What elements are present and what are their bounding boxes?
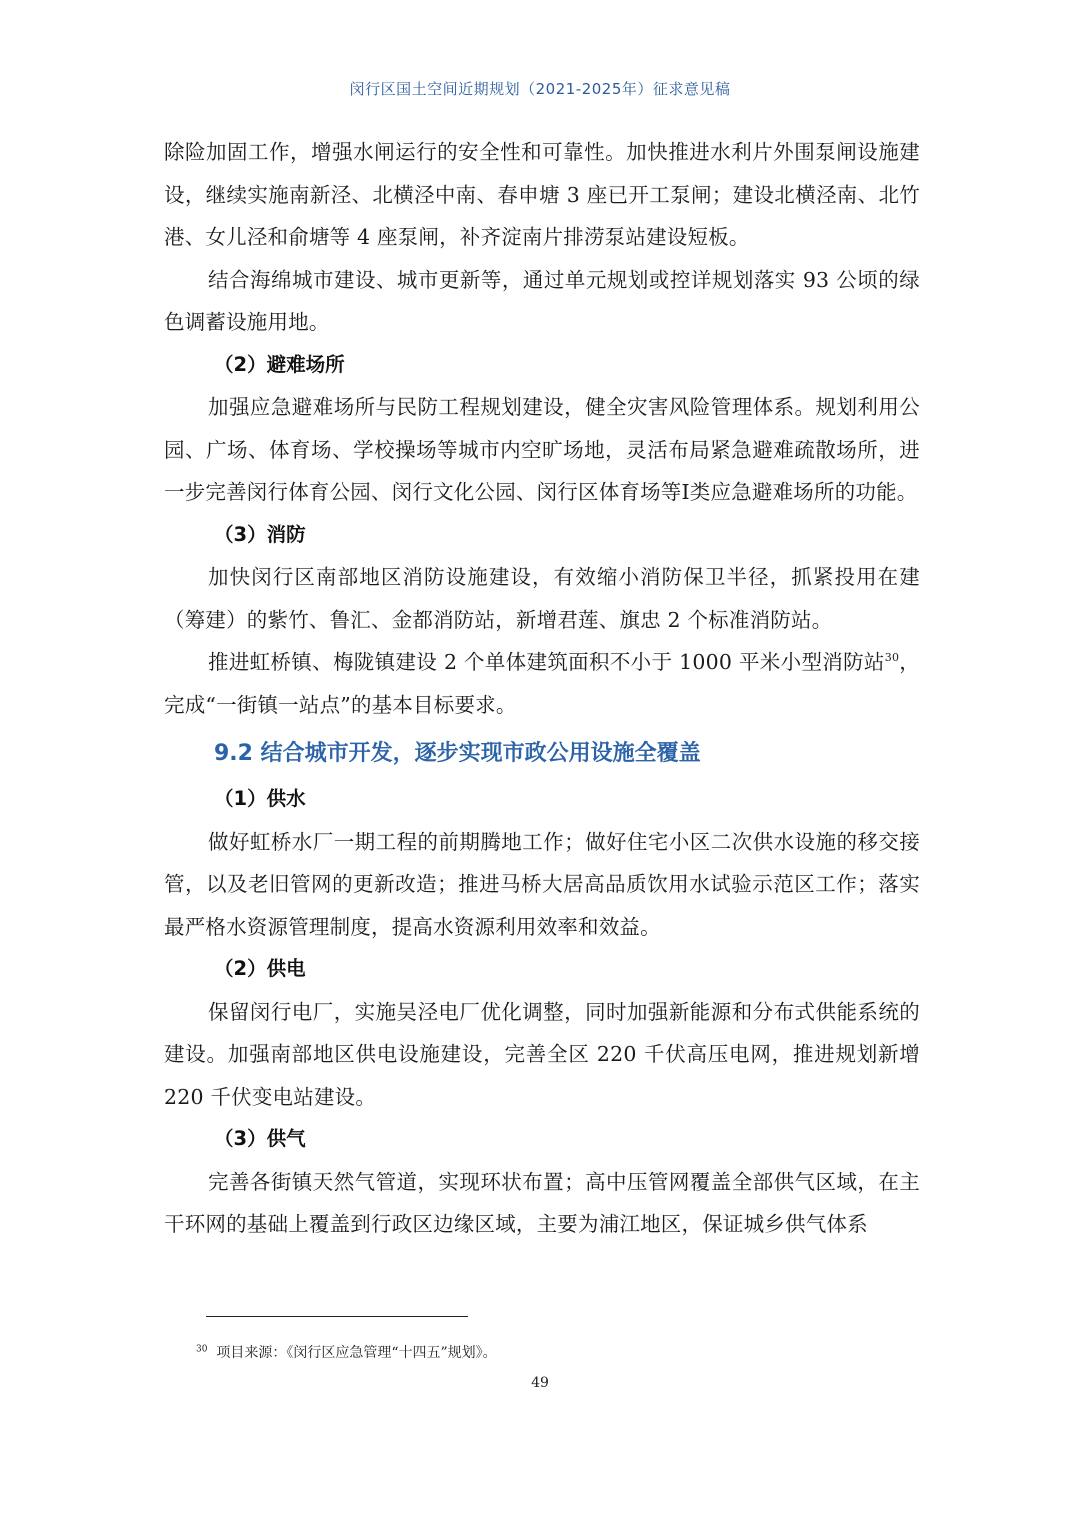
paragraph-4: 加快闵行区南部地区消防设施建设，有效缩小消防保卫半径，抓紧投用在建（筹建）的紫竹、鲁汇、金都消防站，新增君莲、旗忠 2 个标准消防站。	[164, 565, 920, 632]
footnote-ref[interactable]: 30	[884, 651, 900, 665]
paragraph-3: 加强应急避难场所与民防工程规划建设，健全灾害风险管理体系。规划利用公园、广场、体育场、学校操场等城市内空旷场地，灵活布局紧急避难疏散场所，进一步完善闵行体育公园、闵行文化公园、闵行区体育场等Ⅰ类应急避难场所的功能。	[164, 395, 920, 504]
paragraph-5-tail: ，完成“一街镇一站点”的基本目标要求。	[164, 650, 920, 717]
page-number: 49	[531, 1375, 549, 1391]
paragraph-7: 保留闵行电厂，实施吴泾电厂优化调整，同时加强新能源和分布式供能系统的建设。加强南部地区供电设施建设，完善全区 220 千伏高压电网，推进规划新增 220 千伏变电站建设。	[164, 999, 920, 1109]
subheading-power: （2）供电	[214, 957, 306, 980]
footnote-text: 项目来源：《闵行区应急管理“十四五”规划》。	[216, 1345, 497, 1361]
footnote-number: 30	[196, 1344, 208, 1355]
paragraph-1: 除险加固工作，增强水闸运行的安全性和可靠性。加快推进水利片外围泵闸设施建设，继续实施南新泾、北横泾中南、春申塘 3 座已开工泵闸；建设北横泾南、北竹港、女儿泾和俞塘等 4 座泵闸，补齐淀南片排涝泵站建设短板。	[164, 140, 920, 249]
subheading-fire: （3）消防	[214, 522, 306, 546]
paragraph-5-main: 推进虹桥镇、梅陇镇建设 2 个单体建筑面积不小于 1000 平米小型消防站	[208, 650, 885, 674]
subheading-gas: （3）供气	[214, 1127, 306, 1150]
section-title: 9.2 结合城市开发，逐步实现市政公用设施全覆盖	[214, 741, 701, 766]
document-body	[164, 131, 920, 1246]
footnote-divider	[206, 1316, 468, 1317]
subheading-shelter: （2）避难场所	[214, 352, 345, 376]
paragraph-2: 结合海绵城市建设、城市更新等，通过单元规划或控详规划落实 93 公顷的绿色调蓄设施用地。	[164, 267, 920, 334]
footnote	[196, 1342, 497, 1362]
paragraph-6: 做好虹桥水厂一期工程的前期腾地工作；做好住宅小区二次供水设施的移交接管，以及老旧管网的更新改造；推进马桥大居高品质饮用水试验示范区工作；落实最严格水资源管理制度，提高水资源利用效率和效益。	[164, 829, 920, 939]
paragraph-5	[164, 641, 920, 726]
subheading-water: （1）供水	[214, 787, 306, 810]
page-header: 闵行区国土空间近期规划（2021-2025年）征求意见稿	[349, 80, 731, 98]
paragraph-8: 完善各街镇天然气管道，实现环状布置；高中压管网覆盖全部供气区域，在主干环网的基础上覆盖到行政区边缘区域，主要为浦江地区，保证城乡供气体系	[164, 1169, 920, 1236]
